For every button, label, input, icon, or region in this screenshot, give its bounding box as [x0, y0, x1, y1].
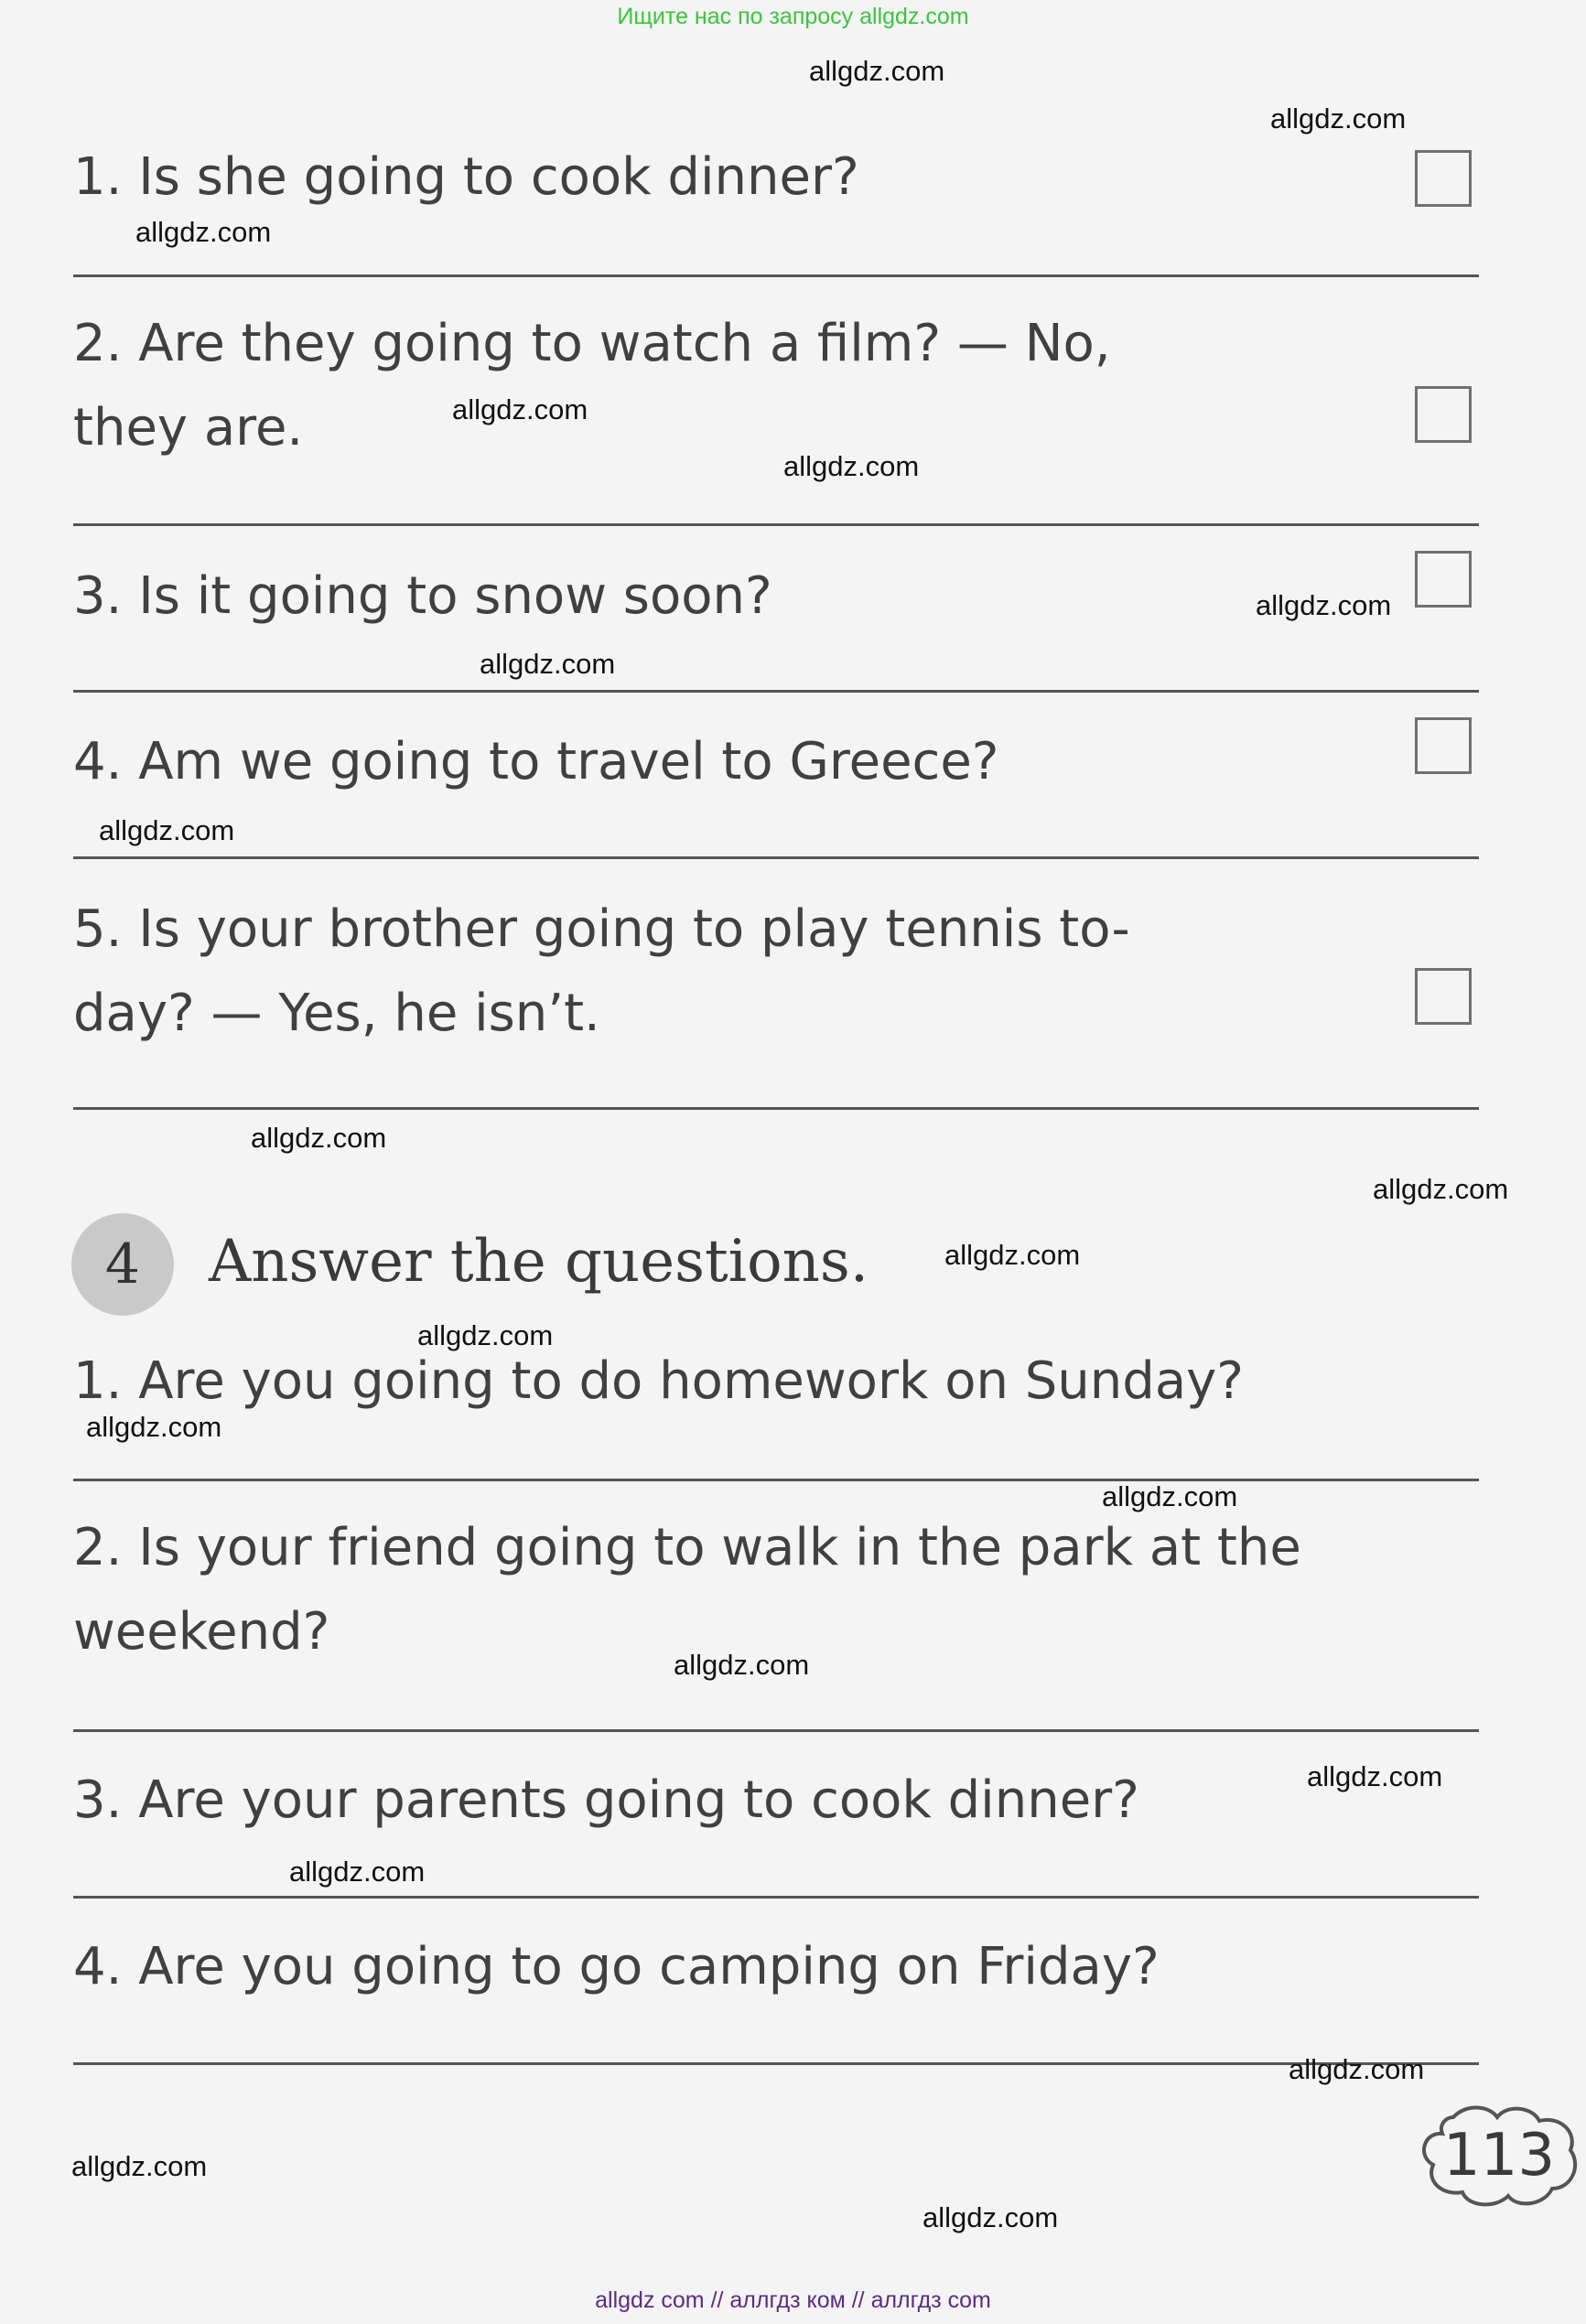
answer-line: [73, 1107, 1479, 1110]
answer-line: [73, 856, 1479, 859]
watermark: allgdz.com: [1256, 589, 1392, 621]
exercise-number: 4: [104, 1232, 141, 1296]
question-4-3: 3. Are your parents going to cook dinner?: [73, 1770, 1139, 1830]
watermark: allgdz.com: [417, 1319, 554, 1351]
exercise-title: Answer the questions.: [209, 1228, 869, 1296]
answer-line: [73, 523, 1479, 526]
answer-checkbox[interactable]: [1415, 968, 1472, 1025]
watermark: allgdz.com: [783, 450, 920, 482]
watermark: allgdz.com: [1289, 2053, 1425, 2085]
watermark: allgdz.com: [1307, 1760, 1443, 1792]
watermark: allgdz.com: [480, 648, 616, 680]
watermark: allgdz.com: [71, 2150, 208, 2182]
page-number-badge: [1417, 2101, 1581, 2211]
answer-checkbox[interactable]: [1415, 551, 1472, 608]
watermark: allgdz.com: [922, 2201, 1059, 2233]
answer-line: [73, 1479, 1479, 1481]
watermark: allgdz.com: [674, 1649, 810, 1681]
answer-line: [73, 1896, 1479, 1899]
question-3-2-line1: 2. Are they going to watch a film? — No,: [73, 314, 1111, 373]
question-3-5-line1: 5. Is your brother going to play tennis to-: [73, 899, 1130, 959]
answer-checkbox[interactable]: [1415, 386, 1472, 443]
watermark: allgdz.com: [135, 216, 272, 248]
answer-checkbox[interactable]: [1415, 717, 1472, 774]
question-3-3: 3. Is it going to snow soon?: [73, 566, 772, 626]
watermark: allgdz.com: [1270, 102, 1407, 134]
question-3-2-line2: they are.: [73, 398, 304, 457]
watermark: allgdz.com: [99, 814, 235, 846]
answer-checkbox[interactable]: [1415, 150, 1472, 207]
answer-line: [73, 2062, 1479, 2065]
exercise-number-badge: [71, 1213, 174, 1316]
question-4-1: 1. Are you going to do homework on Sunday?: [73, 1351, 1245, 1411]
top-banner[interactable]: Ищите нас по запросу allgdz.com: [617, 4, 969, 29]
page-number: 113: [1442, 2122, 1556, 2190]
watermark: allgdz.com: [1373, 1173, 1509, 1205]
watermark: allgdz.com: [1102, 1480, 1238, 1512]
watermark: allgdz.com: [289, 1856, 426, 1888]
footer-links[interactable]: allgdz com // аллгдз ком // аллгдз com: [595, 2287, 991, 2313]
question-3-5-line2: day? — Yes, he isn’t.: [73, 984, 600, 1043]
question-4-2-line1: 2. Is your friend going to walk in the park at the: [73, 1518, 1301, 1577]
answer-line: [73, 690, 1479, 693]
answer-line: [73, 274, 1479, 277]
question-4-2-line2: weekend?: [73, 1602, 330, 1662]
question-3-4: 4. Am we going to travel to Greece?: [73, 732, 999, 791]
watermark: allgdz.com: [251, 1122, 387, 1154]
question-3-1: 1. Is she going to cook dinner?: [73, 147, 859, 207]
question-4-4: 4. Are you going to go camping on Friday?: [73, 1937, 1160, 1996]
answer-line: [73, 1729, 1479, 1732]
watermark: allgdz.com: [86, 1411, 222, 1443]
watermark: allgdz.com: [944, 1239, 1081, 1271]
watermark: allgdz.com: [452, 393, 588, 425]
watermark: allgdz.com: [809, 55, 945, 87]
